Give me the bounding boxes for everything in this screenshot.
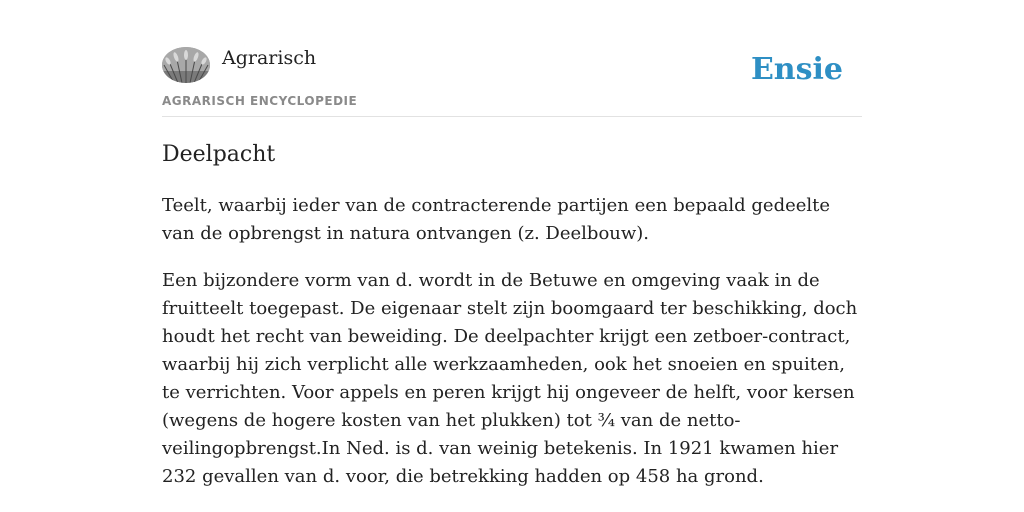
- page-title: Deelpacht: [162, 142, 276, 167]
- paragraph: Een bijzondere vorm van d. wordt in de Betuwe en omgeving vaak in de fruitteelt toegepast. De eigenaar stelt zijn boomgaard ter beschikking, doch houdt het recht van beweiding. De deelpachter krijgt een zetboer-contract, waarbij hij zich verplicht alle werkzaamheden, ook het snoeien en spuiten, te verrichten. Voor appels en peren krijgt hij ongeveer de helft, voor kersen (wegens de hogere kosten van het plukken) tot ¾ van de netto-veilingopbrengst.In Ned. is d. van weinig betekenis. In 1921 kwamen hier 232 gevallen van d. voor, die betrekking hadden op 458 ha grond.: [162, 270, 858, 487]
- header: [162, 44, 862, 117]
- source-name[interactable]: Agrarisch: [222, 47, 317, 69]
- wheat-field-icon: [162, 47, 210, 83]
- source-subtitle[interactable]: AGRARISCH ENCYCLOPEDIE: [162, 94, 358, 108]
- paragraph: Teelt, waarbij ieder van de contracterende partijen een bepaald gedeelte van de opbrengst in natura ontvangen (z. Deelbouw).: [162, 195, 831, 244]
- brand-logo[interactable]: Ensie: [750, 52, 843, 87]
- article-body: [162, 192, 862, 510]
